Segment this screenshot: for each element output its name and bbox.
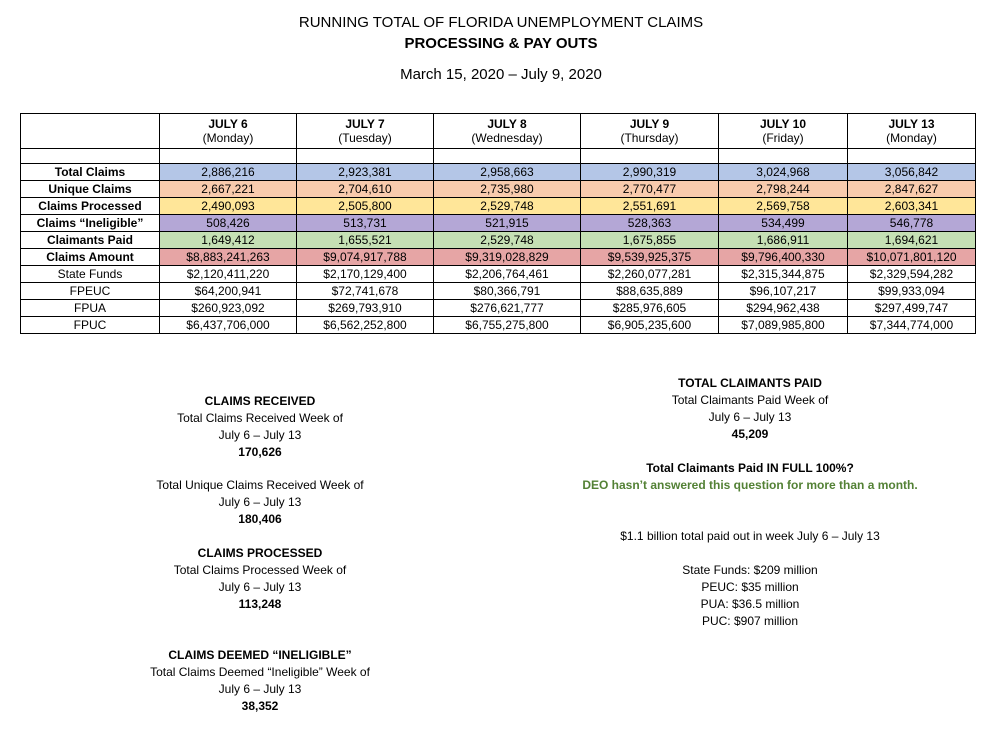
claims-received-section [140,393,380,461]
claims-ineligible-line1: Total Claims Deemed “Ineligible” Week of [150,665,370,679]
row-label: Claims Amount [21,249,160,266]
table-row [21,198,976,215]
table-cell: $2,329,594,282 [848,266,976,283]
row-label: Claims Processed [21,198,160,215]
table-cell: 546,778 [848,215,976,232]
table-cell: 1,694,621 [848,232,976,249]
table-cell: $6,755,275,800 [434,317,581,334]
row-label: FPUC [21,317,160,334]
table-cell: 2,847,627 [848,181,976,198]
column-header: JULY 13 (Monday) [848,114,976,149]
table-cell: $260,923,092 [160,300,297,317]
table-cell: 2,529,748 [434,198,581,215]
claims-received-title: CLAIMS RECEIVED [204,394,316,408]
table-cell: $2,120,411,220 [160,266,297,283]
claimants-paid-line1: Total Claimants Paid Week of [671,393,829,407]
header-empty-cell [21,114,160,149]
claims-ineligible-title: CLAIMS DEEMED “INELIGIBLE” [168,648,352,662]
table-cell: $269,793,910 [297,300,434,317]
unique-claims-value: 180,406 [238,512,282,526]
unique-claims-line2: July 6 – July 13 [218,495,302,509]
table-cell: 2,505,800 [297,198,434,215]
table-cell: $9,074,917,788 [297,249,434,266]
table-row [21,283,976,300]
table-cell: $88,635,889 [581,283,719,300]
table-cell: $7,089,985,800 [719,317,848,334]
claims-received-line1: Total Claims Received Week of [177,411,343,425]
table-cell: 2,603,341 [848,198,976,215]
claims-table [20,113,976,334]
table-cell: 2,923,381 [297,164,434,181]
claims-ineligible-section [140,647,380,715]
row-label: Unique Claims [21,181,160,198]
claimants-paid-value: 45,209 [731,427,769,441]
table-cell: 508,426 [160,215,297,232]
total-paid-line: $1.1 billion total paid out in week July 6 – July 13 [620,529,880,543]
claimants-paid-line2: July 6 – July 13 [708,410,792,424]
table-cell: $294,962,438 [719,300,848,317]
claims-processed-line2: July 6 – July 13 [218,580,302,594]
table-cell: 528,363 [581,215,719,232]
table-cell: $72,741,678 [297,283,434,300]
column-header: JULY 8 (Wednesday) [434,114,581,149]
table-cell: $6,437,706,000 [160,317,297,334]
table-cell: 1,649,412 [160,232,297,249]
table-cell: 2,770,477 [581,181,719,198]
row-label: FPEUC [21,283,160,300]
table-cell: 2,490,093 [160,198,297,215]
table-cell: $10,071,801,120 [848,249,976,266]
unique-claims-section [140,477,380,528]
table-cell: 534,499 [719,215,848,232]
row-label: Total Claims [21,164,160,181]
claims-ineligible-value: 38,352 [241,699,279,713]
table-cell: 2,886,216 [160,164,297,181]
paid-in-full-note: DEO hasn’t answered this question for more than a month. [582,478,918,492]
table-cell: $2,206,764,461 [434,266,581,283]
table-cell: 2,990,319 [581,164,719,181]
table-cell: 1,675,855 [581,232,719,249]
table-cell: 3,024,968 [719,164,848,181]
table-row [21,266,976,283]
breakdown-pua: PUA: $36.5 million [700,597,800,611]
unique-claims-line1: Total Unique Claims Received Week of [156,478,364,492]
table-cell: $276,621,777 [434,300,581,317]
table-row [21,232,976,249]
breakdown-puc: PUC: $907 million [701,614,799,628]
table-cell: $9,796,400,330 [719,249,848,266]
funds-breakdown [560,562,940,630]
table-cell: 2,569,758 [719,198,848,215]
table-cell: 3,056,842 [848,164,976,181]
table-cell: $64,200,941 [160,283,297,300]
claims-processed-value: 113,248 [238,597,282,611]
table-row [21,300,976,317]
table-row [21,164,976,181]
claims-processed-title: CLAIMS PROCESSED [197,546,323,560]
table-cell: 1,655,521 [297,232,434,249]
table-cell: $2,170,129,400 [297,266,434,283]
table-cell: $80,366,791 [434,283,581,300]
table-row [21,181,976,198]
spacer-row [21,149,976,164]
table-cell: $7,344,774,000 [848,317,976,334]
table-cell: $6,562,252,800 [297,317,434,334]
table-cell: $9,539,925,375 [581,249,719,266]
table-header-row [21,114,976,149]
claims-ineligible-line2: July 6 – July 13 [218,682,302,696]
table-cell: $6,905,235,600 [581,317,719,334]
breakdown-state-funds: State Funds: $209 million [682,563,818,577]
table-cell: $285,976,605 [581,300,719,317]
table-cell: 2,529,748 [434,232,581,249]
table-cell: 521,915 [434,215,581,232]
paid-in-full-question: Total Claimants Paid IN FULL 100%? [646,461,854,475]
row-label: FPUA [21,300,160,317]
claims-received-value: 170,626 [238,445,282,459]
row-label: State Funds [21,266,160,283]
date-range: March 15, 2020 – July 9, 2020 [400,66,602,83]
table-cell: $99,933,094 [848,283,976,300]
table-row [21,249,976,266]
table-cell: $8,883,241,263 [160,249,297,266]
table-cell: $96,107,217 [719,283,848,300]
table-cell: $2,315,344,875 [719,266,848,283]
page-title: RUNNING TOTAL OF FLORIDA UNEMPLOYMENT CLAIMS [298,14,704,31]
claimants-paid-section [560,375,940,443]
claimants-paid-title: TOTAL CLAIMANTS PAID [678,376,822,390]
table-cell: 2,798,244 [719,181,848,198]
paid-in-full-section [520,460,980,494]
column-header: JULY 6 (Monday) [160,114,297,149]
row-label: Claims “Ineligible” [21,215,160,232]
column-header: JULY 7 (Tuesday) [297,114,434,149]
row-label: Claimants Paid [21,232,160,249]
table-cell: 2,735,980 [434,181,581,198]
table-row [21,215,976,232]
table-cell: 513,731 [297,215,434,232]
table-cell: $9,319,028,829 [434,249,581,266]
table-cell: 2,667,221 [160,181,297,198]
claims-processed-section [140,545,380,613]
column-header: JULY 10 (Friday) [719,114,848,149]
table-cell: $2,260,077,281 [581,266,719,283]
table-cell: 1,686,911 [719,232,848,249]
claims-processed-line1: Total Claims Processed Week of [173,563,347,577]
column-header: JULY 9 (Thursday) [581,114,719,149]
table-row [21,317,976,334]
table-cell: 2,704,610 [297,181,434,198]
table-cell: $297,499,747 [848,300,976,317]
breakdown-peuc: PEUC: $35 million [701,580,799,594]
page-subtitle: PROCESSING & PAY OUTS [404,35,598,52]
table-cell: 2,958,663 [434,164,581,181]
claims-received-line2: July 6 – July 13 [218,428,302,442]
table-cell: 2,551,691 [581,198,719,215]
